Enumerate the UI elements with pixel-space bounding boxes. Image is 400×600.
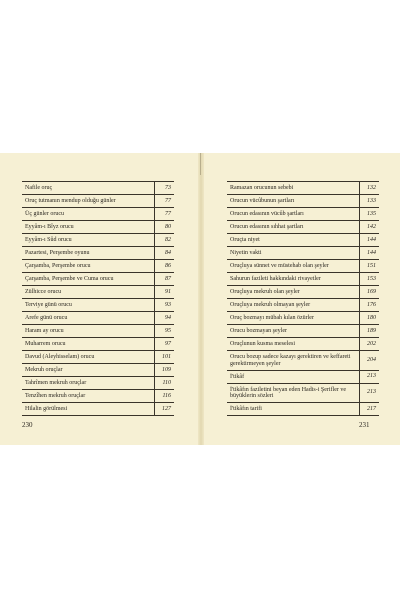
toc-entry-page: 94 [154, 312, 174, 324]
toc-entry-title: İ'tikâfın faziletini beyan eden Hadis-i Şerifler ve büyüklerin sözleri [230, 386, 347, 400]
toc-entry-page: 127 [154, 403, 174, 415]
toc-entry-title: Eyyâm-ı Bîyz orucu [25, 224, 74, 230]
toc-entry-title: Nafile oruç [25, 185, 53, 191]
toc-entry-title: Eyyâm-ı Sûd orucu [25, 237, 72, 243]
right-page-number: 231 [359, 421, 370, 429]
toc-entry-page: 73 [154, 182, 174, 194]
toc-entry-title: Üç günler orucu [25, 211, 64, 217]
toc-row [22, 325, 174, 338]
toc-entry-title: Mekruh oruçlar [25, 367, 63, 373]
toc-row [22, 260, 174, 273]
toc-entry-title: Ramazan orucunun sebebi [230, 185, 294, 191]
toc-entry-page: 151 [359, 260, 379, 272]
toc-row [22, 182, 174, 195]
toc-entry-title: Çarşamba, Perşembe ve Cuma orucu [25, 276, 114, 282]
toc-entry-title: Tenzîhen mekruh oruçlar [25, 393, 86, 399]
book-spread [0, 153, 400, 445]
left-page-number: 230 [22, 421, 33, 429]
toc-entry-page: 213 [359, 371, 379, 383]
book-gutter [198, 153, 204, 445]
toc-entry-title: İ'tikâfın tarifi [230, 406, 262, 413]
toc-row [227, 182, 379, 195]
toc-entry-page: 132 [359, 182, 379, 194]
toc-row [22, 390, 174, 403]
toc-row [22, 351, 174, 364]
toc-row [22, 234, 174, 247]
toc-row [227, 351, 379, 371]
toc-entry-page: 116 [154, 390, 174, 402]
toc-entry-page: 153 [359, 273, 379, 285]
toc-entry-page: 144 [359, 247, 379, 259]
toc-row [227, 247, 379, 260]
toc-entry-page: 176 [359, 299, 379, 311]
toc-row [227, 312, 379, 325]
toc-entry-page: 133 [359, 195, 379, 207]
toc-entry-page: 142 [359, 221, 379, 233]
toc-row [227, 403, 379, 416]
toc-entry-title: Pazartesi, Perşembe oyunu [25, 250, 90, 256]
toc-entry-page: 77 [154, 195, 174, 207]
toc-entry-page: 135 [359, 208, 379, 220]
toc-row [227, 260, 379, 273]
toc-row [227, 273, 379, 286]
toc-row [227, 371, 379, 384]
toc-entry-title: Oruçluya mekruh olmayan şeyler [230, 302, 311, 308]
toc-entry-page: 180 [359, 312, 379, 324]
toc-entry-title: Oruçta niyet [230, 237, 260, 243]
toc-row [22, 299, 174, 312]
toc-entry-page: 86 [154, 260, 174, 272]
toc-row [227, 286, 379, 299]
toc-entry-title: Hilalin görülmesi [25, 406, 68, 412]
toc-entry-page: 110 [154, 377, 174, 389]
toc-entry-title: Arefe günü orucu [25, 315, 68, 321]
toc-entry-title: Orucu bozmayan şeyler [230, 328, 287, 334]
toc-row [227, 195, 379, 208]
toc-row [22, 364, 174, 377]
toc-row [22, 338, 174, 351]
toc-entry-title: Oruç bozmayı mübah kılan özürler [230, 315, 314, 321]
left-page [22, 181, 174, 416]
toc-entry-title: Orucun edasının sıhhat şartları [230, 224, 304, 230]
toc-entry-page: 204 [359, 351, 379, 370]
toc-row [22, 247, 174, 260]
toc-row [22, 208, 174, 221]
toc-entry-title: Oruçluya mekruh olan şeyler [230, 289, 300, 295]
toc-entry-title: Tahrîmen mekruh oruçlar [25, 380, 87, 386]
toc-row [22, 403, 174, 416]
toc-entry-page: 93 [154, 299, 174, 311]
toc-entry-title: Haram ay orucu [25, 328, 64, 334]
toc-row [22, 286, 174, 299]
toc-row [227, 338, 379, 351]
toc-entry-title: Niyetin vakti [230, 250, 262, 256]
toc-entry-page: 97 [154, 338, 174, 350]
toc-entry-title: Oruç tutmanın mendup olduğu günler [25, 198, 116, 204]
toc-entry-page: 84 [154, 247, 174, 259]
toc-row [227, 234, 379, 247]
toc-row [227, 221, 379, 234]
toc-row [22, 195, 174, 208]
toc-row [22, 312, 174, 325]
toc-entry-page: 82 [154, 234, 174, 246]
toc-entry-page: 101 [154, 351, 174, 363]
toc-entry-title: Oruçluya sünnet ve müstehab olan şeyler [230, 263, 329, 269]
toc-entry-page: 169 [359, 286, 379, 298]
toc-row [22, 273, 174, 286]
toc-entry-title: Orucun vücûbunun şartları [230, 198, 295, 204]
toc-entry-title: Muharrem orucu [25, 341, 66, 347]
toc-entry-page: 189 [359, 325, 379, 337]
right-toc-table [227, 181, 379, 416]
left-toc-table [22, 181, 174, 416]
toc-entry-page: 80 [154, 221, 174, 233]
toc-entry-page: 213 [359, 384, 379, 403]
toc-entry-page: 95 [154, 325, 174, 337]
toc-entry-title: Çarşamba, Perşembe orucu [25, 263, 91, 269]
toc-entry-title: Oruçlunun kusma meselesi [230, 341, 295, 347]
toc-row [227, 299, 379, 312]
toc-entry-page: 91 [154, 286, 174, 298]
toc-entry-page: 109 [154, 364, 174, 376]
gutter-mark [200, 153, 201, 175]
toc-entry-title: İ'tikâf [230, 373, 245, 380]
toc-entry-page: 144 [359, 234, 379, 246]
toc-row [22, 221, 174, 234]
toc-entry-title: Orucu bozup sadece kazayı gerektiren ve keffareti gerektirmeyen şeyler [230, 354, 351, 367]
toc-entry-title: Terviye günü orucu [25, 302, 72, 308]
right-page [227, 181, 379, 416]
toc-entry-title: Zülhicce orucu [25, 289, 62, 295]
toc-entry-page: 87 [154, 273, 174, 285]
toc-row [227, 384, 379, 404]
toc-entry-page: 77 [154, 208, 174, 220]
toc-entry-page: 202 [359, 338, 379, 350]
toc-entry-title: Sahurun fazileti hakkındaki rivayetler [230, 276, 321, 282]
toc-entry-title: Orucun edasının vücûb şartları [230, 211, 304, 217]
toc-entry-title: Davud (Aleyhisselam) orucu [25, 354, 95, 360]
toc-row [22, 377, 174, 390]
toc-row [227, 325, 379, 338]
toc-entry-page: 217 [359, 403, 379, 415]
toc-row [227, 208, 379, 221]
